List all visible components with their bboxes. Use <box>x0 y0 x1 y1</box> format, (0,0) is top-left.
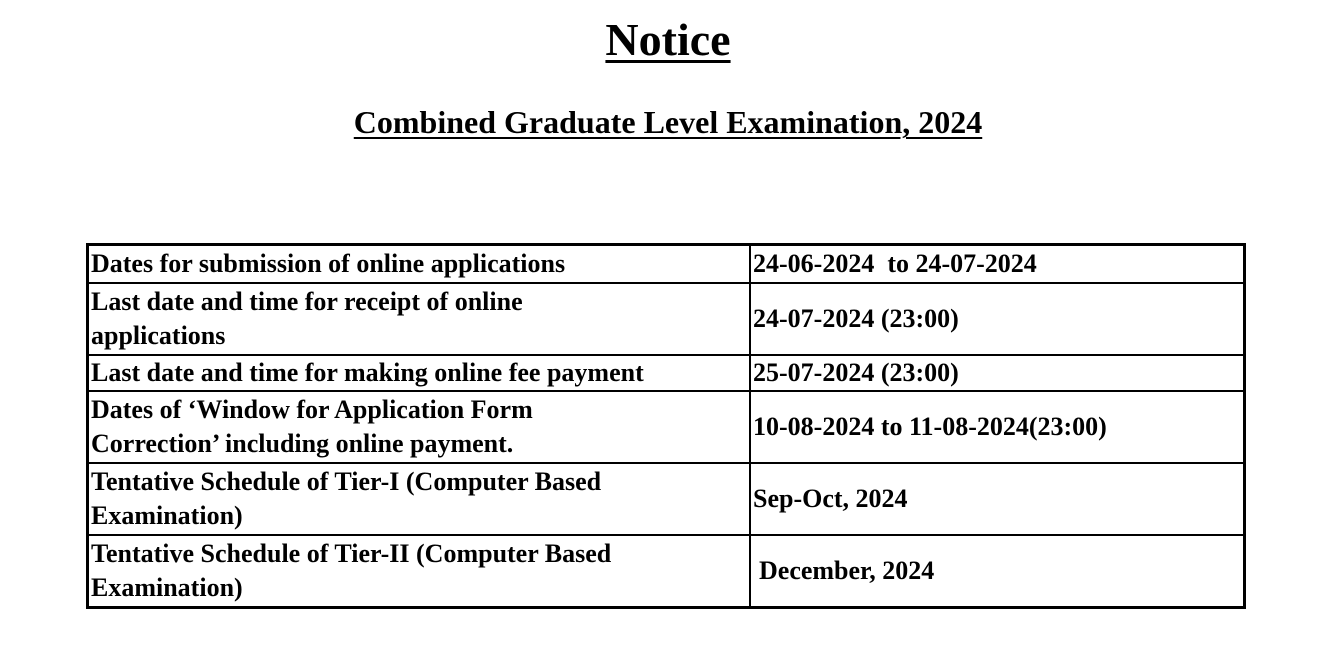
table-row <box>88 463 1245 535</box>
table-row <box>88 535 1245 608</box>
notice-title-text: Notice <box>605 14 731 65</box>
notice-title <box>0 12 1336 68</box>
exam-subtitle <box>0 100 1336 144</box>
schedule-label: Last date and time for making online fee payment <box>88 355 751 391</box>
table-row <box>88 245 1245 284</box>
schedule-label: Last date and time for receipt of online applications <box>88 283 751 355</box>
schedule-table <box>86 243 1246 609</box>
schedule-value: 24-07-2024 (23:00) <box>750 283 1245 355</box>
schedule-value: 10-08-2024 to 11-08-2024(23:00) <box>750 391 1245 463</box>
schedule-value: 24-06-2024 to 24-07-2024 <box>750 245 1245 284</box>
schedule-label: Tentative Schedule of Tier-I (Computer Based Examination) <box>88 463 751 535</box>
table-row <box>88 391 1245 463</box>
schedule-label: Dates of ‘Window for Application Form Correction’ including online payment. <box>88 391 751 463</box>
exam-subtitle-text: Combined Graduate Level Examination, 2024 <box>353 104 983 140</box>
schedule-label: Tentative Schedule of Tier-II (Computer Based Examination) <box>88 535 751 608</box>
schedule-value: Sep-Oct, 2024 <box>750 463 1245 535</box>
schedule-value: December, 2024 <box>750 535 1245 608</box>
schedule-label: Dates for submission of online applications <box>88 245 751 284</box>
table-row <box>88 283 1245 355</box>
schedule-value: 25-07-2024 (23:00) <box>750 355 1245 391</box>
table-row <box>88 355 1245 391</box>
